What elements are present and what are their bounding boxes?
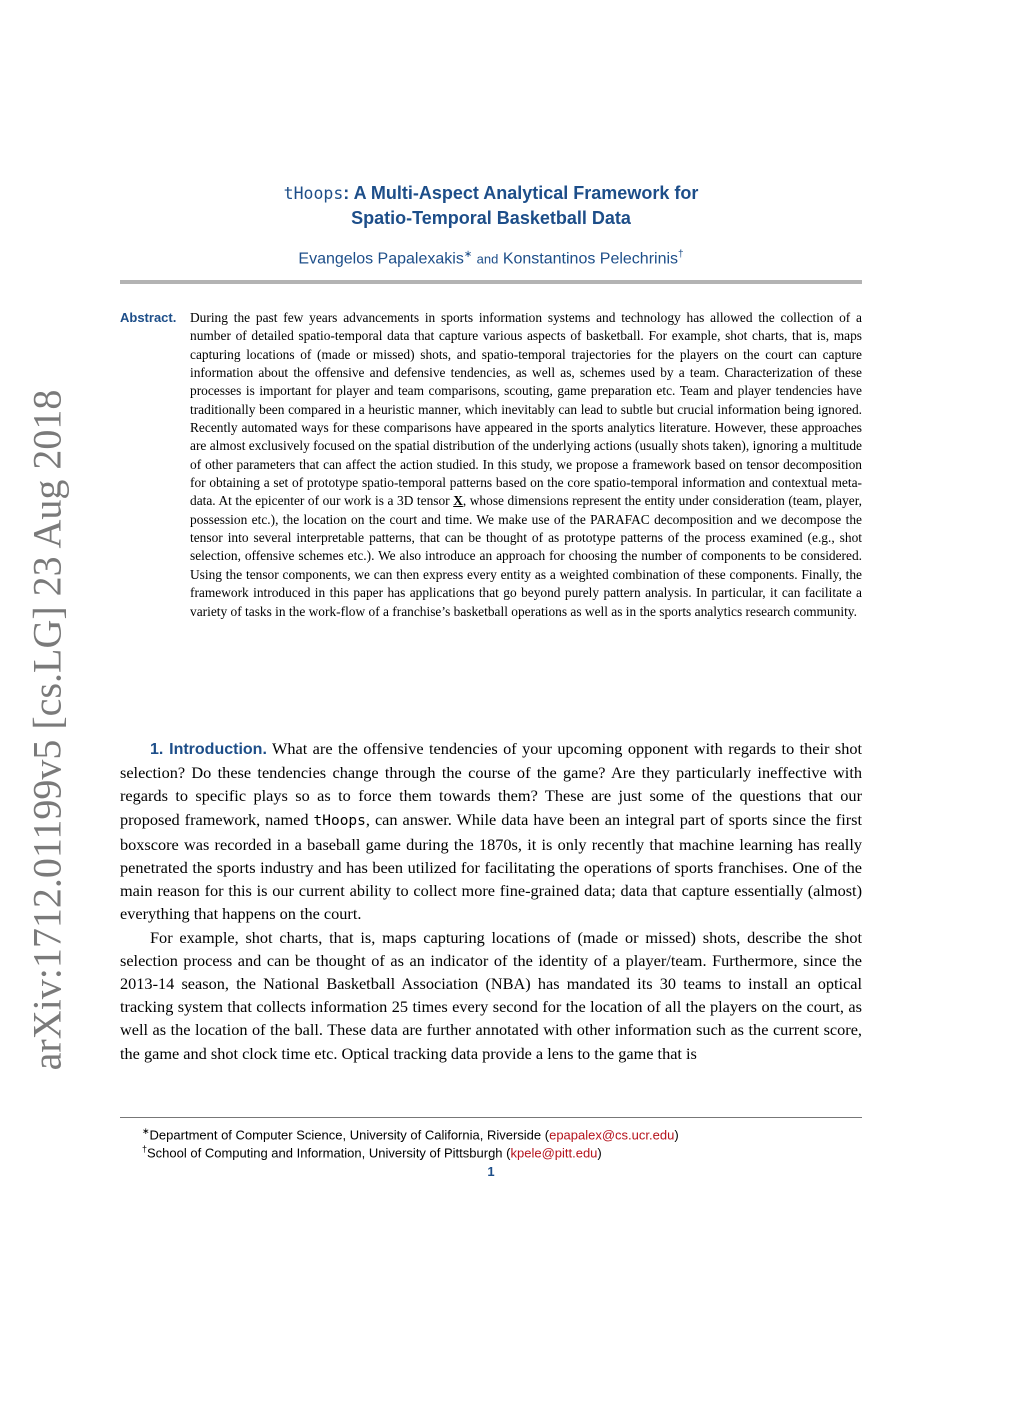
footnote-1-mark: ∗ — [142, 1126, 150, 1136]
tensor-symbol: X — [453, 493, 463, 509]
footnote-2-email-link[interactable]: kpele@pitt.edu — [510, 1145, 598, 1161]
footnote-1-email-link[interactable]: epapalex@cs.ucr.edu — [549, 1127, 675, 1143]
author-2: Konstantinos Pelechrinis — [502, 250, 679, 268]
footnote-2-close: ) — [597, 1145, 602, 1161]
intro-paragraph-1 — [120, 737, 862, 926]
paper-title — [120, 181, 862, 230]
section-heading: 1. Introduction. — [150, 741, 267, 758]
footnote-2-mark: † — [142, 1144, 148, 1154]
footnote-2-text: School of Computing and Information, University of Pittsburgh ( — [147, 1145, 511, 1161]
title-line-1: : A Multi-Aspect Analytical Framework for — [343, 183, 699, 203]
author-1: Evangelos Papalexakis — [298, 250, 464, 268]
footnote-1-text: Department of Computer Science, University of California, Riverside ( — [149, 1127, 550, 1143]
title-rule — [120, 280, 862, 284]
arxiv-stamp: arXiv:1712.01199v5 [cs.LG] 23 Aug 2018 — [24, 389, 70, 1071]
abstract — [120, 309, 862, 621]
intro-framework-name: tHoops — [313, 812, 366, 829]
author-list — [120, 244, 862, 270]
author-2-mark: † — [678, 249, 684, 260]
page-number: 1 — [487, 1164, 495, 1179]
intro-p1-a: What are the offensive tendencies of your upcoming opponent with regards to their shot selection? Do these tendencies change through the course of the game? Are they particularly ineffective with regards to specific plays so as to force them towards them? These are just some of the questions that our proposed framework, named — [120, 739, 863, 829]
title-framework-name: tHoops — [283, 184, 344, 203]
abstract-text-b: , whose dimensions represent the entity under consideration (team, player, possession etc.), the location on the court and time. We make use of the PARAFAC decomposition and we decompose the tensor into several interpretable patterns, that can be thought of as prototype patterns of the process examined (e.g., shot selection, offensive schemes etc.). We also introduce an approach for choosing the number of components to be considered. Using the tensor components, we can then express every entity as a weighted combination of these components. Finally, the framework introduced in this paper has applications that go beyond purely pattern analysis. In particular, it can facilitate a variety of tasks in the work-flow of a franchise’s basketball operations as well as in the sports analytics research community. — [190, 493, 862, 619]
intro-p1-b: , can answer. While data have been an integral part of sports since the first boxscore was recorded in a baseball game during the 1870s, it is only recently that machine learning has really penetrated the sports industry and has been utilized for facilitating the operations of sports franchises. One of the main reason for this is our current ability to collect more fine-grained data; data that capture essentially (almost) everything that happens on the court. — [120, 809, 863, 924]
footnote-rule — [120, 1117, 862, 1118]
abstract-label: Abstract. — [120, 310, 177, 325]
footnote-1-close: ) — [674, 1127, 679, 1143]
abstract-text-a: During the past few years advancements in sports information systems and technology has allowed the collection of a number of detailed spatio-temporal data that capture various aspects of basketball. For example, shot charts, that is, maps capturing locations of (made or missed) shots, and spatio-temporal trajectories for the players on the court can capture information about the offensive and defensive tendencies, as well as, schemes used by a team. Characterization of these processes is important for player and team comparisons, scouting, game preparation etc. Team and player tendencies have traditionally been compared in a heuristic manner, which inevitably can lead to subtle but crucial information being ignored. Recently automated ways for these comparisons have appeared in the sports analytics literature. However, these approaches are almost exclusively focused on the spatial distribution of the underlying actions (usually shots taken), ignoring a multitude of other parameters that can affect the action studied. In this study, we propose a framework based on tensor decomposition for obtaining a set of prototype spatio-temporal patterns based on the core spatio-temporal information and contextual meta-data. At the epicenter of our work is a 3D tensor — [190, 310, 862, 509]
abstract-body — [190, 309, 862, 621]
title-line-2: Spatio-Temporal Basketball Data — [351, 208, 631, 228]
introduction-section — [120, 737, 862, 1065]
footnote-2 — [120, 1140, 862, 1162]
intro-paragraph-2: For example, shot charts, that is, maps capturing locations of (made or missed) shots, describe the shot selection process and can be thought of as an indicator of the identity of a player/team. Furthermore, since the 2013-14 season, the National Basketball Association (NBA) has mandated its 30 teams to install an optical tracking system that collects information 25 times every second for the location of all the players on the court, as well as the location of the ball. These data are further annotated with other information such as the current score, the game and shot clock time etc. Optical tracking data provide a lens to the game that is — [120, 927, 862, 1063]
author-1-mark: ∗ — [463, 249, 473, 260]
author-and: and — [476, 251, 499, 267]
